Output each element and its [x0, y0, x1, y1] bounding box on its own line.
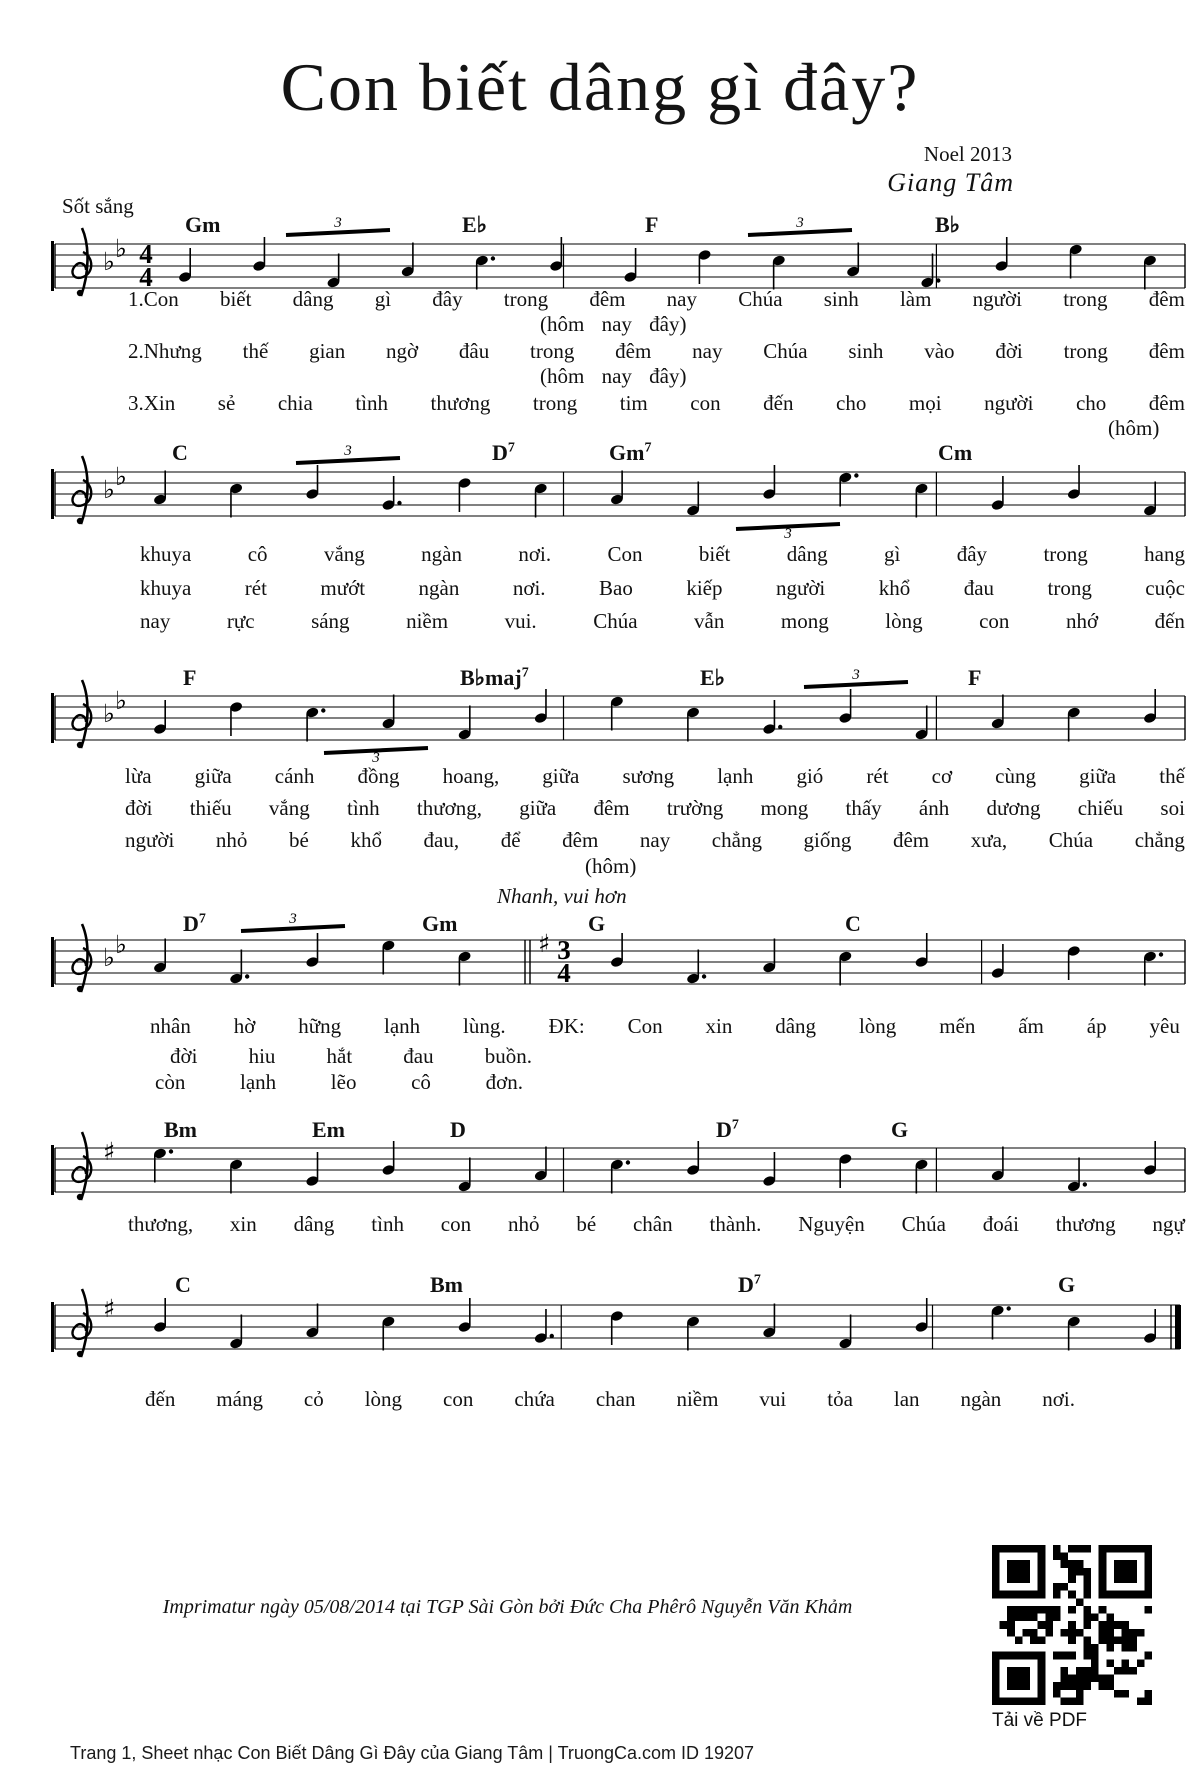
- lyric-word: nay: [666, 287, 697, 311]
- svg-text:3: 3: [784, 526, 792, 542]
- lyric-word: cỏ: [303, 1387, 324, 1411]
- lyric-word: chiếu: [1077, 796, 1124, 820]
- lyric-word: nơi.: [512, 576, 546, 600]
- lyric-word: đâu: [458, 339, 490, 363]
- svg-text:♭: ♭: [103, 943, 115, 972]
- lyric-word: lừa: [125, 764, 152, 788]
- lyric-word: khổ: [350, 828, 382, 852]
- chord-label: F: [968, 665, 982, 690]
- tempo-change-marking: Nhanh, vui hơn: [497, 884, 627, 908]
- lyric-word: ngờ: [386, 339, 419, 363]
- lyric-word: trong: [1063, 287, 1108, 311]
- lyric-line: [140, 543, 1185, 566]
- lyric-word: đây: [432, 287, 463, 311]
- lyric-word: làm: [899, 287, 932, 311]
- lyric-word: chan: [595, 1387, 636, 1411]
- svg-text:♯: ♯: [103, 1137, 116, 1166]
- lyric-word: đau: [963, 576, 995, 600]
- chord-label: D: [450, 1117, 466, 1142]
- lyric-word: đêm: [615, 339, 652, 363]
- lyric-word: đau,: [423, 828, 460, 852]
- lyric-word: đêm: [562, 828, 599, 852]
- lyric-word: nơi.: [518, 542, 552, 566]
- lyric-word: Bao: [599, 576, 633, 600]
- lyric-line: [140, 577, 1185, 600]
- chord-label: F: [183, 665, 197, 690]
- lyric-word: dâng: [292, 287, 334, 311]
- staff-system-6: [0, 1265, 1200, 1389]
- lyric-word: giống: [803, 828, 852, 852]
- lyric-word: chẳng: [711, 828, 762, 852]
- lyric-word: đêm: [892, 828, 930, 852]
- chord-label: F: [645, 212, 659, 237]
- chord-label: Gm: [422, 911, 458, 936]
- lyric-word: mọi: [908, 391, 942, 415]
- lyric-line: [128, 392, 1185, 415]
- lyric-word: vui: [759, 1387, 787, 1411]
- lyric-word: cơ: [931, 764, 953, 788]
- lyric-word: lòng: [364, 1387, 403, 1411]
- chord-label: B♭: [935, 212, 961, 237]
- lyric-word: đời: [995, 339, 1023, 363]
- lyric-word: ngàn: [418, 576, 460, 600]
- svg-text:3: 3: [344, 443, 352, 459]
- lyric-word: thấy: [845, 796, 882, 820]
- lyric-word: đời: [170, 1044, 198, 1068]
- svg-text:3: 3: [796, 215, 804, 231]
- lyric-word: trong: [530, 339, 575, 363]
- lyric-word: giữa: [1079, 764, 1117, 788]
- lyric-line: [125, 829, 1185, 852]
- lyric-word: người: [972, 287, 1022, 311]
- lyric-word: hoang,: [442, 764, 500, 788]
- qr-code[interactable]: [992, 1545, 1152, 1705]
- song-title: Con biết dâng gì đây?: [280, 49, 920, 125]
- lyric-word: lạnh: [717, 764, 754, 788]
- lyric-word: Chúa: [593, 609, 638, 633]
- chord-label: G: [588, 911, 606, 936]
- lyric-line: [125, 765, 1185, 788]
- lyric-word: nơi.: [1042, 1387, 1075, 1411]
- lyric-word: cánh: [274, 764, 315, 788]
- lyric-word: con: [979, 609, 1010, 633]
- lyric-word: đến: [1154, 609, 1185, 633]
- lyric-word: sẻ: [217, 391, 236, 415]
- lyric-word: rét: [244, 576, 267, 600]
- staff-system-4: [0, 900, 1200, 1024]
- lyric-line: [145, 1388, 1075, 1411]
- lyric-word: đêm: [589, 287, 626, 311]
- lyric-word: chứa: [514, 1387, 555, 1411]
- svg-text:♯: ♯: [538, 929, 551, 958]
- svg-text:3: 3: [852, 667, 860, 683]
- lyric-word: còn: [155, 1070, 186, 1094]
- lyric-word: gì: [374, 287, 392, 311]
- lyric-word: hang: [1144, 542, 1185, 566]
- lyric-line: [125, 797, 1185, 820]
- lyric-word: đây: [956, 542, 988, 566]
- composer-name: Giang Tâm: [887, 168, 1014, 197]
- lyric-word: thành.: [709, 1212, 762, 1236]
- chord-label: C: [172, 440, 188, 465]
- lyric-word: tim: [619, 391, 648, 415]
- lyric-word: khuya: [140, 542, 192, 566]
- lyric-word: thương,: [416, 796, 482, 820]
- lyric-line: [150, 1015, 1180, 1038]
- lyric-word: Nguyện: [798, 1212, 865, 1236]
- lyric-word: áp: [1086, 1014, 1107, 1038]
- lyric-word: bé: [576, 1212, 597, 1236]
- lyric-word: tình: [355, 391, 388, 415]
- lyric-word: vui.: [504, 609, 537, 633]
- chord-label: $D^7$: [183, 911, 206, 936]
- lyric-line: [128, 288, 1185, 311]
- lyric-word: sáng: [311, 609, 350, 633]
- svg-text:♭: ♭: [103, 699, 115, 728]
- lyric-word: thiếu: [189, 796, 232, 820]
- lyric-word: người: [984, 391, 1034, 415]
- lyric-word: ĐK:: [548, 1014, 585, 1038]
- lyric-word: giữa: [542, 764, 580, 788]
- download-pdf-link[interactable]: Tải về PDF: [992, 1710, 1088, 1731]
- lyric-word: thương,: [128, 1212, 194, 1236]
- lyric-word: nhớ: [1065, 609, 1099, 633]
- lyric-word: trường: [666, 796, 724, 820]
- chord-label: C: [845, 911, 861, 936]
- lyric-annotation: (hôm nay đây): [540, 312, 687, 336]
- lyric-word: lạnh: [384, 1014, 421, 1038]
- lyric-word: giữa: [194, 764, 232, 788]
- lyric-word: lòng: [885, 609, 923, 633]
- lyric-word: trong: [1063, 339, 1108, 363]
- lyric-word: vẫn: [694, 609, 725, 633]
- lyric-word: bé: [289, 828, 309, 852]
- svg-text:3: 3: [334, 215, 342, 231]
- lyric-word: đời: [125, 796, 153, 820]
- chord-label: B♭maj$^7$: [460, 665, 529, 690]
- lyric-line: [128, 1213, 1185, 1236]
- lyric-word: khuya: [140, 576, 192, 600]
- lyric-word: tỏa: [827, 1387, 853, 1411]
- lyric-word: trong: [532, 391, 578, 415]
- imprimatur-note: Imprimatur ngày 05/08/2014 tại TGP Sài Gòn bởi Đức Cha Phêrô Nguyễn Văn Khảm: [162, 1596, 853, 1618]
- lyric-word: trong: [503, 287, 549, 311]
- lyric-word: Chúa: [1048, 828, 1094, 852]
- lyric-word: lẽo: [330, 1070, 357, 1094]
- lyric-word: ngàn: [960, 1387, 1002, 1411]
- lyric-word: dâng: [775, 1014, 817, 1038]
- lyric-line: [170, 1045, 532, 1068]
- lyric-word: đêm: [1148, 391, 1185, 415]
- chord-label: C: [175, 1272, 191, 1297]
- lyric-word: sinh: [823, 287, 859, 311]
- lyric-word: 3.Xin: [128, 391, 176, 415]
- lyric-word: chia: [277, 391, 313, 415]
- lyric-line: [128, 340, 1185, 363]
- chord-label: $D^7$: [492, 440, 515, 465]
- lyric-word: dâng: [293, 1212, 335, 1236]
- lyric-word: ngự: [1152, 1212, 1185, 1236]
- lyric-word: xin: [705, 1014, 733, 1038]
- page-footer-caption: Trang 1, Sheet nhạc Con Biết Dâng Gì Đây của Giang Tâm | TruongCa.com ID 19207: [70, 1743, 755, 1763]
- lyric-word: niềm: [676, 1387, 719, 1411]
- svg-text:4: 4: [139, 239, 153, 269]
- lyric-word: biết: [219, 287, 252, 311]
- svg-text:♭: ♭: [115, 462, 127, 491]
- lyric-word: kiếp: [686, 576, 723, 600]
- svg-text:♭: ♭: [103, 475, 115, 504]
- lyric-word: mướt: [320, 576, 366, 600]
- lyric-word: lòng: [858, 1014, 897, 1038]
- lyric-word: xin: [229, 1212, 257, 1236]
- svg-text:♭: ♭: [103, 247, 115, 276]
- lyric-word: xưa,: [970, 828, 1008, 852]
- lyric-word: nhân: [150, 1014, 191, 1038]
- lyric-word: đoái: [982, 1212, 1019, 1236]
- lyric-word: gì: [883, 542, 901, 566]
- lyric-word: nay: [140, 609, 171, 633]
- lyric-word: sương: [622, 764, 675, 788]
- lyric-word: đến: [145, 1387, 176, 1411]
- lyric-word: ngàn: [421, 542, 462, 566]
- lyric-word: hắt: [326, 1044, 353, 1068]
- lyric-word: người: [125, 828, 175, 852]
- svg-text:3: 3: [372, 750, 380, 766]
- lyric-word: đau: [403, 1044, 434, 1068]
- lyric-annotation: (hôm): [1108, 416, 1160, 440]
- chord-label: Gm$^7$: [609, 440, 652, 465]
- lyric-annotation: (hôm nay đây): [540, 364, 687, 388]
- chord-label: E♭: [462, 212, 488, 237]
- lyric-word: hiu: [248, 1044, 276, 1068]
- chord-label: Bm: [164, 1117, 197, 1142]
- lyric-word: đêm: [1148, 339, 1185, 363]
- svg-text:4: 4: [139, 262, 153, 292]
- lyric-word: giữa: [519, 796, 557, 820]
- lyric-word: cô: [247, 542, 268, 566]
- lyric-word: lùng.: [463, 1014, 506, 1038]
- lyric-word: hờ: [233, 1014, 256, 1038]
- lyric-word: đêm: [1148, 287, 1185, 311]
- lyric-word: nhỏ: [507, 1212, 540, 1236]
- lyric-word: 2.Nhưng: [128, 339, 202, 363]
- lyric-word: vào: [924, 339, 955, 363]
- lyric-word: chân: [632, 1212, 673, 1236]
- lyric-word: lan: [893, 1387, 920, 1411]
- lyric-word: đêm: [593, 796, 630, 820]
- lyric-word: máng: [216, 1387, 263, 1411]
- lyric-word: rực: [226, 609, 255, 633]
- lyric-word: gian: [309, 339, 346, 363]
- lyric-word: thế: [242, 339, 269, 363]
- lyric-word: Chúa: [901, 1212, 946, 1236]
- svg-text:4: 4: [557, 958, 571, 988]
- svg-text:3: 3: [289, 911, 297, 927]
- lyric-word: vắng: [268, 796, 310, 820]
- lyric-line: [155, 1071, 523, 1094]
- lyric-word: cùng: [995, 764, 1036, 788]
- lyric-word: con: [443, 1387, 474, 1411]
- lyric-word: dâng: [786, 542, 828, 566]
- lyric-annotation: (hôm): [585, 854, 637, 878]
- lyric-word: nay: [692, 339, 723, 363]
- svg-text:♭: ♭: [115, 686, 127, 715]
- staff-system-3: [0, 656, 1200, 780]
- lyric-word: 1.Con: [128, 287, 179, 311]
- chord-label: G: [891, 1117, 909, 1142]
- lyric-word: biết: [698, 542, 731, 566]
- lyric-word: người: [775, 576, 826, 600]
- lyric-word: ấm: [1018, 1014, 1044, 1038]
- tempo-marking: Sốt sắng: [62, 194, 134, 218]
- lyric-word: vắng: [323, 542, 365, 566]
- lyric-line: [140, 610, 1185, 633]
- lyric-word: cho: [836, 391, 867, 415]
- song-date: Noel 2013: [923, 142, 1012, 166]
- chord-label: $D^7$: [716, 1117, 739, 1142]
- lyric-word: sinh: [848, 339, 884, 363]
- lyric-word: lạnh: [239, 1070, 277, 1094]
- lyric-word: cuộc: [1145, 576, 1185, 600]
- lyric-word: trong: [1047, 576, 1092, 600]
- lyric-word: thương: [430, 391, 491, 415]
- chord-label: Em: [312, 1117, 345, 1142]
- lyric-word: nhỏ: [215, 828, 248, 852]
- chord-label: G: [1058, 1272, 1076, 1297]
- staff-system-2: [0, 432, 1200, 556]
- lyric-word: thế: [1159, 764, 1185, 788]
- svg-text:♯: ♯: [103, 1294, 116, 1323]
- lyric-word: buồn.: [484, 1044, 532, 1068]
- chord-label: $D^7$: [738, 1272, 761, 1297]
- lyric-word: mong: [780, 609, 829, 633]
- lyric-word: ánh: [918, 796, 950, 820]
- lyric-word: trong: [1043, 542, 1088, 566]
- lyric-word: đồng: [357, 764, 400, 788]
- lyric-word: con: [440, 1212, 472, 1236]
- lyric-word: mong: [760, 796, 809, 820]
- lyric-word: tình: [371, 1212, 404, 1236]
- lyric-word: thương: [1055, 1212, 1116, 1236]
- lyric-word: nay: [639, 828, 671, 852]
- lyric-word: cô: [411, 1070, 431, 1094]
- lyric-word: Chúa: [763, 339, 808, 363]
- lyric-word: đến: [763, 391, 794, 415]
- lyric-word: chẳng: [1134, 828, 1185, 852]
- lyric-word: cho: [1075, 391, 1107, 415]
- lyric-word: niềm: [406, 609, 449, 633]
- lyric-word: khổ: [878, 576, 911, 600]
- svg-text:♭: ♭: [115, 234, 127, 263]
- svg-text:♭: ♭: [115, 930, 127, 959]
- lyric-word: hững: [298, 1014, 342, 1038]
- lyric-word: Con: [627, 1014, 663, 1038]
- lyric-word: tình: [346, 796, 380, 820]
- lyric-word: rét: [866, 764, 889, 788]
- chord-label: Bm: [430, 1272, 463, 1297]
- lyric-word: Chúa: [738, 287, 783, 311]
- chord-label: E♭: [700, 665, 726, 690]
- lyric-word: soi: [1160, 796, 1185, 820]
- lyric-word: gió: [796, 764, 824, 788]
- svg-text:3: 3: [557, 935, 571, 965]
- lyric-word: để: [500, 828, 521, 852]
- lyric-word: đơn.: [485, 1070, 523, 1094]
- lyric-word: con: [690, 391, 721, 415]
- lyric-word: Con: [607, 542, 643, 566]
- chord-label: Gm: [185, 212, 221, 237]
- lyric-word: yêu: [1149, 1014, 1180, 1038]
- chord-label: Cm: [938, 440, 973, 465]
- lyric-word: mến: [939, 1014, 976, 1038]
- lyric-word: dương: [986, 796, 1041, 820]
